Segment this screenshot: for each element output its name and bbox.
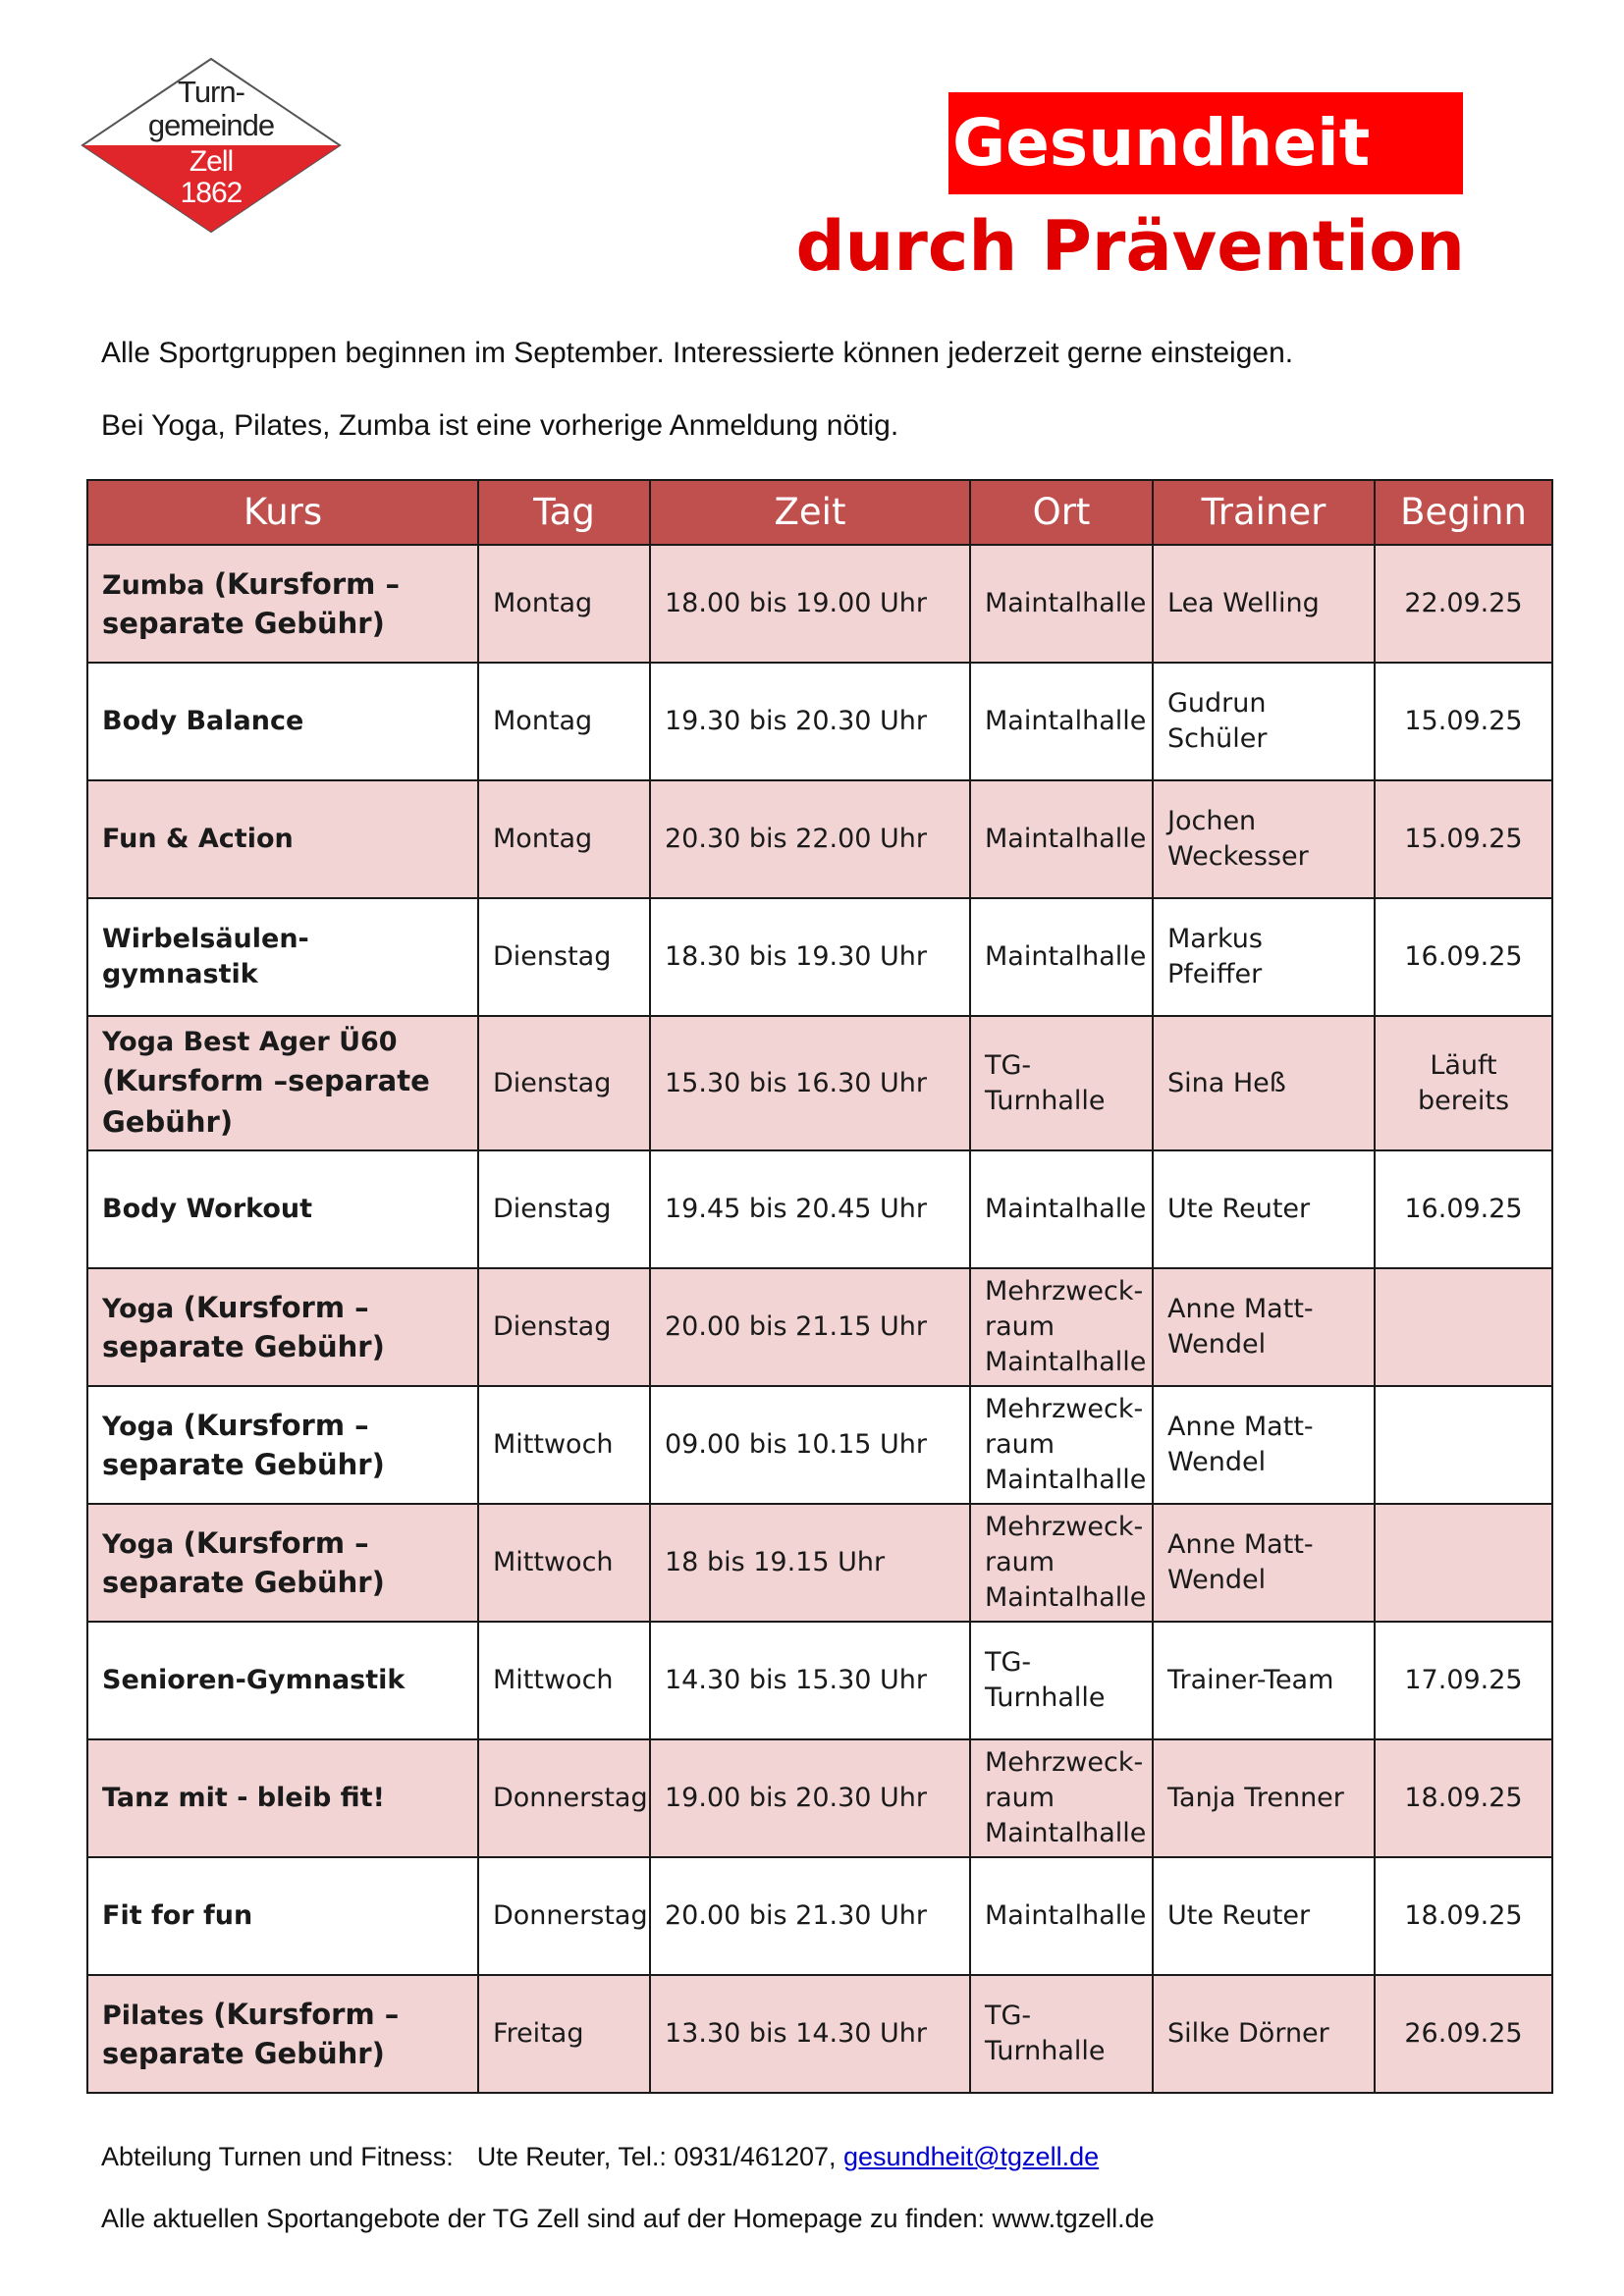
- table-row: [87, 545, 1552, 663]
- cell-tag: Mittwoch: [478, 1622, 650, 1739]
- kurs-name: Yoga: [102, 1294, 175, 1324]
- cell-beginn: [1375, 1504, 1552, 1622]
- cell-trainer: Ute Reuter: [1153, 1857, 1375, 1975]
- title-gesundheit: Gesundheit: [948, 92, 1463, 194]
- kurs-name: Pilates: [102, 2001, 204, 2031]
- cell-tag: Mittwoch: [478, 1386, 650, 1504]
- title-praevention: durch Prävention: [795, 206, 1465, 287]
- cell-kurs: [87, 545, 478, 663]
- logo-text-gemeinde: gemeinde: [147, 108, 275, 142]
- cell-beginn: 15.09.25: [1375, 663, 1552, 780]
- cell-trainer: Ute Reuter: [1153, 1150, 1375, 1268]
- kurs-note: (Kursform – separate Gebühr): [102, 1291, 385, 1363]
- table-row: [87, 780, 1552, 898]
- cell-tag: Montag: [478, 663, 650, 780]
- cell-beginn: 18.09.25: [1375, 1857, 1552, 1975]
- kurs-name: Fun & Action: [102, 824, 294, 854]
- cell-beginn: [1375, 1386, 1552, 1504]
- cell-beginn: 17.09.25: [1375, 1622, 1552, 1739]
- cell-beginn: 16.09.25: [1375, 1150, 1552, 1268]
- cell-kurs: [87, 1739, 478, 1857]
- cell-kurs: [87, 780, 478, 898]
- cell-tag: Dienstag: [478, 1268, 650, 1386]
- cell-ort: Maintalhalle: [970, 1857, 1153, 1975]
- logo-text-zell: Zell: [189, 145, 234, 178]
- cell-tag: Montag: [478, 780, 650, 898]
- cell-kurs: [87, 1975, 478, 2093]
- cell-zeit: 20.00 bis 21.15 Uhr: [650, 1268, 970, 1386]
- kurs-name: Body Workout: [102, 1194, 313, 1224]
- cell-trainer: Trainer-Team: [1153, 1622, 1375, 1739]
- cell-trainer: Anne Matt-Wendel: [1153, 1504, 1375, 1622]
- footer-email-link[interactable]: gesundheit@tgzell.de: [843, 2142, 1100, 2171]
- cell-ort: TG-Turnhalle: [970, 1016, 1153, 1150]
- cell-zeit: 19.30 bis 20.30 Uhr: [650, 663, 970, 780]
- table-row: [87, 1016, 1552, 1150]
- cell-tag: Mittwoch: [478, 1504, 650, 1622]
- cell-ort: Mehrzweck-raum Maintalhalle: [970, 1268, 1153, 1386]
- footer-dept: Abteilung Turnen und Fitness:: [101, 2142, 454, 2171]
- cell-ort: Mehrzweck-raum Maintalhalle: [970, 1739, 1153, 1857]
- table-header-row: [87, 480, 1552, 545]
- kurs-name: Wirbelsäulen-gymnastik: [102, 924, 309, 989]
- footer-homepage: Alle aktuellen Sportangebote der TG Zell sind auf der Homepage zu finden: www.tgzell.de: [101, 2204, 1155, 2233]
- schedule-table: [86, 479, 1553, 2094]
- club-logo: [81, 57, 342, 234]
- cell-zeit: 18.00 bis 19.00 Uhr: [650, 545, 970, 663]
- kurs-name: Senioren-Gymnastik: [102, 1665, 406, 1695]
- cell-trainer: Lea Welling: [1153, 545, 1375, 663]
- cell-zeit: 13.30 bis 14.30 Uhr: [650, 1975, 970, 2093]
- cell-trainer: Jochen Weckesser: [1153, 780, 1375, 898]
- cell-kurs: [87, 1857, 478, 1975]
- table-row: [87, 1739, 1552, 1857]
- kurs-name: Tanz mit - bleib fit!: [102, 1783, 385, 1813]
- cell-trainer: Anne Matt-Wendel: [1153, 1268, 1375, 1386]
- cell-tag: Dienstag: [478, 1150, 650, 1268]
- cell-tag: Freitag: [478, 1975, 650, 2093]
- cell-kurs: [87, 1622, 478, 1739]
- kurs-note: (Kursform – separate Gebühr): [102, 567, 400, 640]
- cell-zeit: 15.30 bis 16.30 Uhr: [650, 1016, 970, 1150]
- header-kurs: Kurs: [87, 480, 478, 545]
- cell-kurs: [87, 1150, 478, 1268]
- table-row: [87, 1150, 1552, 1268]
- kurs-name: Yoga: [102, 1412, 175, 1442]
- kurs-name: Fit for fun: [102, 1900, 253, 1931]
- table-row: [87, 1622, 1552, 1739]
- cell-kurs: [87, 898, 478, 1016]
- kurs-note: (Kursform – separate Gebühr): [102, 1998, 400, 2070]
- cell-ort: Maintalhalle: [970, 898, 1153, 1016]
- intro-start-info: Alle Sportgruppen beginnen im September. Interessierte können jederzeit gerne einsteigen.: [101, 337, 1294, 369]
- footer-contact-person: Ute Reuter, Tel.: 0931/461207,: [476, 2142, 837, 2171]
- cell-kurs: [87, 663, 478, 780]
- cell-zeit: 19.45 bis 20.45 Uhr: [650, 1150, 970, 1268]
- kurs-note: (Kursform – separate Gebühr): [102, 1409, 385, 1481]
- cell-trainer: Tanja Trenner: [1153, 1739, 1375, 1857]
- cell-ort: Mehrzweck-raum Maintalhalle: [970, 1504, 1153, 1622]
- cell-zeit: 09.00 bis 10.15 Uhr: [650, 1386, 970, 1504]
- header-tag: Tag: [478, 480, 650, 545]
- header-zeit: Zeit: [650, 480, 970, 545]
- cell-kurs: [87, 1386, 478, 1504]
- cell-ort: Maintalhalle: [970, 780, 1153, 898]
- table-row: [87, 1268, 1552, 1386]
- cell-ort: Maintalhalle: [970, 545, 1153, 663]
- cell-zeit: 18 bis 19.15 Uhr: [650, 1504, 970, 1622]
- cell-tag: Dienstag: [478, 1016, 650, 1150]
- table-row: [87, 1857, 1552, 1975]
- header-ort: Ort: [970, 480, 1153, 545]
- cell-ort: Maintalhalle: [970, 663, 1153, 780]
- kurs-note: (Kursform –separate Gebühr): [102, 1063, 430, 1139]
- kurs-name: Zumba: [102, 570, 205, 601]
- cell-beginn: 16.09.25: [1375, 898, 1552, 1016]
- logo-text-turn: Turn-: [178, 75, 244, 109]
- cell-trainer: Gudrun Schüler: [1153, 663, 1375, 780]
- cell-zeit: 14.30 bis 15.30 Uhr: [650, 1622, 970, 1739]
- header-beginn: Beginn: [1375, 480, 1552, 545]
- cell-tag: Dienstag: [478, 898, 650, 1016]
- table-row: [87, 663, 1552, 780]
- table-row: [87, 898, 1552, 1016]
- cell-tag: Montag: [478, 545, 650, 663]
- cell-tag: Donnerstag: [478, 1739, 650, 1857]
- table-row: [87, 1975, 1552, 2093]
- table-row: [87, 1386, 1552, 1504]
- cell-trainer: Sina Heß: [1153, 1016, 1375, 1150]
- cell-zeit: 18.30 bis 19.30 Uhr: [650, 898, 970, 1016]
- cell-beginn: 26.09.25: [1375, 1975, 1552, 2093]
- cell-kurs: [87, 1268, 478, 1386]
- cell-beginn: Läuft bereits: [1375, 1016, 1552, 1150]
- cell-kurs: [87, 1016, 478, 1150]
- kurs-note: (Kursform – separate Gebühr): [102, 1526, 385, 1599]
- header-trainer: Trainer: [1153, 480, 1375, 545]
- cell-zeit: 20.00 bis 21.30 Uhr: [650, 1857, 970, 1975]
- cell-zeit: 19.00 bis 20.30 Uhr: [650, 1739, 970, 1857]
- table-row: [87, 1504, 1552, 1622]
- cell-kurs: [87, 1504, 478, 1622]
- cell-beginn: 18.09.25: [1375, 1739, 1552, 1857]
- cell-trainer: Markus Pfeiffer: [1153, 898, 1375, 1016]
- kurs-name: Body Balance: [102, 706, 304, 736]
- cell-trainer: Anne Matt-Wendel: [1153, 1386, 1375, 1504]
- cell-ort: Mehrzweck-raum Maintalhalle: [970, 1386, 1153, 1504]
- footer-contact: [101, 2140, 1099, 2173]
- cell-beginn: 15.09.25: [1375, 780, 1552, 898]
- intro-registration-info: Bei Yoga, Pilates, Zumba ist eine vorherige Anmeldung nötig.: [101, 409, 899, 442]
- cell-beginn: [1375, 1268, 1552, 1386]
- cell-ort: TG-Turnhalle: [970, 1622, 1153, 1739]
- kurs-name: Yoga Best Ager Ü60: [102, 1026, 398, 1057]
- cell-beginn: 22.09.25: [1375, 545, 1552, 663]
- cell-tag: Donnerstag: [478, 1857, 650, 1975]
- kurs-name: Yoga: [102, 1529, 175, 1560]
- cell-trainer: Silke Dörner: [1153, 1975, 1375, 2093]
- cell-ort: TG-Turnhalle: [970, 1975, 1153, 2093]
- cell-zeit: 20.30 bis 22.00 Uhr: [650, 780, 970, 898]
- cell-ort: Maintalhalle: [970, 1150, 1153, 1268]
- logo-text-year: 1862: [180, 177, 243, 209]
